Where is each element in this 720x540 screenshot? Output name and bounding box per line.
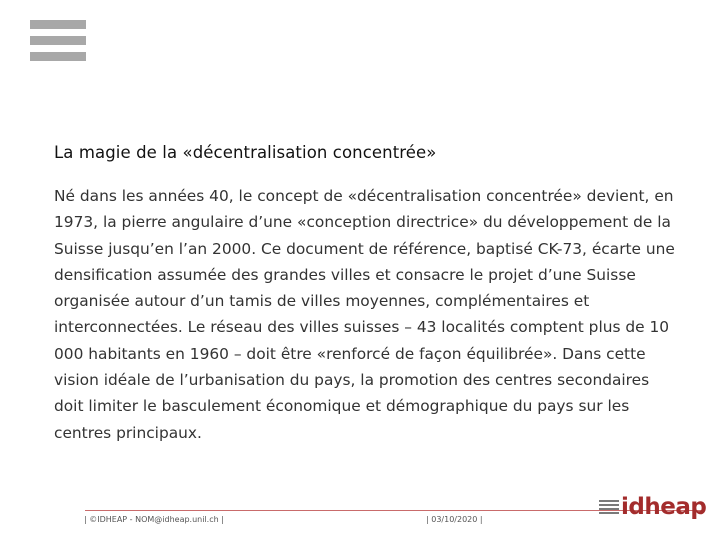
hamburger-menu-icon xyxy=(30,20,86,68)
slide-body-text: Né dans les années 40, le concept de «décentralisation concentrée» devient, en 1973, la pierre angulaire d’une «conception directrice» du développement de la Suisse jusqu’en l’an 2000. Ce document de référence, baptisé CK-73, écarte une densification assumée des grandes villes et consacre le projet d’une Suisse organisée autour d’un tamis de villes moyennes, complémentaires et interconnectées. Le réseau des villes suisses – 43 localités comptent plus de 10 000 habitants en 1960 – doit être «renforcé de façon équilibrée». Dans cette vision idéale de l’urbanisation du pays, la promotion des centres secondaires doit limiter le basculement économique et démographique du pays sur les centres principaux. xyxy=(54,187,675,442)
footer-date: | 03/10/2020 | xyxy=(426,515,483,524)
logo-text: idheap xyxy=(621,493,707,520)
idheap-logo xyxy=(599,494,706,520)
menu-bar xyxy=(30,52,86,61)
logo-lines-icon xyxy=(599,500,619,516)
menu-bar xyxy=(30,36,86,45)
menu-bar xyxy=(30,20,86,29)
slide-title: La magie de la «décentralisation concentrée» xyxy=(54,143,437,162)
footer-copyright: | ©IDHEAP - NOM@idheap.unil.ch | xyxy=(84,515,224,524)
